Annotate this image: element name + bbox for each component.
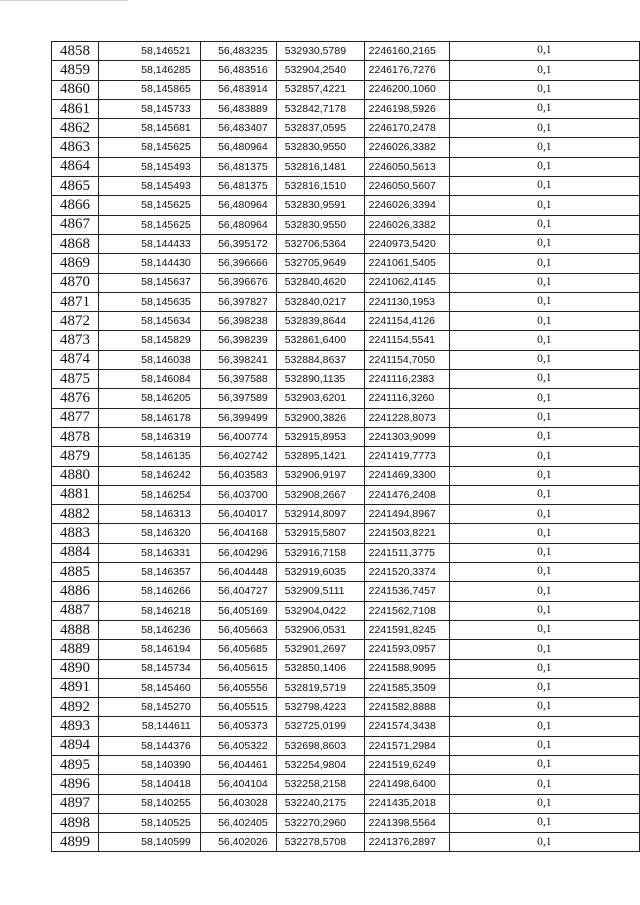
- latitude-cell: 58,146320: [98, 524, 200, 543]
- latitude-cell: 58,145493: [98, 157, 200, 176]
- latitude-cell: 58,140599: [98, 833, 200, 852]
- error-value-cell: 0,1: [449, 813, 639, 832]
- y-coordinate-cell: 2241571,2984: [364, 736, 449, 755]
- y-coordinate-cell: 2241562,7108: [364, 601, 449, 620]
- table-row: [52, 563, 640, 582]
- point-number-cell: 4859: [52, 61, 99, 80]
- latitude-cell: 58,146194: [98, 640, 200, 659]
- longitude-cell: 56,483235: [200, 42, 276, 61]
- error-value-cell: 0,1: [449, 601, 639, 620]
- table-row: [52, 254, 640, 273]
- point-number-cell: 4897: [52, 794, 99, 813]
- table-row: [52, 659, 640, 678]
- latitude-cell: 58,144611: [98, 717, 200, 736]
- point-number-cell: 4881: [52, 485, 99, 504]
- y-coordinate-cell: 2241154,4126: [364, 312, 449, 331]
- point-number-cell: 4894: [52, 736, 99, 755]
- latitude-cell: 58,145270: [98, 698, 200, 717]
- longitude-cell: 56,404168: [200, 524, 276, 543]
- table-row: [52, 273, 640, 292]
- point-number-cell: 4871: [52, 292, 99, 311]
- error-value-cell: 0,1: [449, 61, 639, 80]
- latitude-cell: 58,140255: [98, 794, 200, 813]
- table-row: [52, 736, 640, 755]
- x-coordinate-cell: 532254,9804: [276, 755, 364, 774]
- x-coordinate-cell: 532816,1510: [276, 177, 364, 196]
- point-number-cell: 4877: [52, 408, 99, 427]
- x-coordinate-cell: 532908,2667: [276, 485, 364, 504]
- x-coordinate-cell: 532904,2540: [276, 61, 364, 80]
- table-row: [52, 234, 640, 253]
- y-coordinate-cell: 2246050,5613: [364, 157, 449, 176]
- point-number-cell: 4876: [52, 389, 99, 408]
- error-value-cell: 0,1: [449, 505, 639, 524]
- error-value-cell: 0,1: [449, 99, 639, 118]
- error-value-cell: 0,1: [449, 389, 639, 408]
- x-coordinate-cell: 532909,5111: [276, 582, 364, 601]
- longitude-cell: 56,405373: [200, 717, 276, 736]
- longitude-cell: 56,481375: [200, 177, 276, 196]
- x-coordinate-cell: 532901,2697: [276, 640, 364, 659]
- table-row: [52, 42, 640, 61]
- longitude-cell: 56,480964: [200, 138, 276, 157]
- coordinates-table-body: [52, 42, 640, 852]
- x-coordinate-cell: 532903,6201: [276, 389, 364, 408]
- error-value-cell: 0,1: [449, 794, 639, 813]
- y-coordinate-cell: 2246198,5926: [364, 99, 449, 118]
- x-coordinate-cell: 532819,5719: [276, 678, 364, 697]
- table-row: [52, 794, 640, 813]
- y-coordinate-cell: 2246200,1060: [364, 80, 449, 99]
- latitude-cell: 58,144433: [98, 234, 200, 253]
- table-row: [52, 678, 640, 697]
- longitude-cell: 56,395172: [200, 234, 276, 253]
- y-coordinate-cell: 2241511,3775: [364, 543, 449, 562]
- x-coordinate-cell: 532278,5708: [276, 833, 364, 852]
- point-number-cell: 4899: [52, 833, 99, 852]
- latitude-cell: 58,145681: [98, 119, 200, 138]
- table-row: [52, 157, 640, 176]
- table-row: [52, 61, 640, 80]
- point-number-cell: 4884: [52, 543, 99, 562]
- y-coordinate-cell: 2246050,5607: [364, 177, 449, 196]
- table-row: [52, 466, 640, 485]
- x-coordinate-cell: 532884,8637: [276, 350, 364, 369]
- y-coordinate-cell: 2246026,3382: [364, 138, 449, 157]
- table-row: [52, 408, 640, 427]
- y-coordinate-cell: 2241116,3260: [364, 389, 449, 408]
- error-value-cell: 0,1: [449, 254, 639, 273]
- error-value-cell: 0,1: [449, 350, 639, 369]
- latitude-cell: 58,145493: [98, 177, 200, 196]
- longitude-cell: 56,405515: [200, 698, 276, 717]
- x-coordinate-cell: 532698,8603: [276, 736, 364, 755]
- latitude-cell: 58,146285: [98, 61, 200, 80]
- latitude-cell: 58,145637: [98, 273, 200, 292]
- y-coordinate-cell: 2241061,5405: [364, 254, 449, 273]
- y-coordinate-cell: 2241376,2897: [364, 833, 449, 852]
- error-value-cell: 0,1: [449, 485, 639, 504]
- longitude-cell: 56,483516: [200, 61, 276, 80]
- error-value-cell: 0,1: [449, 698, 639, 717]
- x-coordinate-cell: 532705,9649: [276, 254, 364, 273]
- y-coordinate-cell: 2246160,2165: [364, 42, 449, 61]
- error-value-cell: 0,1: [449, 833, 639, 852]
- longitude-cell: 56,480964: [200, 196, 276, 215]
- error-value-cell: 0,1: [449, 736, 639, 755]
- point-number-cell: 4883: [52, 524, 99, 543]
- longitude-cell: 56,481375: [200, 157, 276, 176]
- latitude-cell: 58,146254: [98, 485, 200, 504]
- error-value-cell: 0,1: [449, 775, 639, 794]
- latitude-cell: 58,145634: [98, 312, 200, 331]
- point-number-cell: 4870: [52, 273, 99, 292]
- x-coordinate-cell: 532850,1406: [276, 659, 364, 678]
- y-coordinate-cell: 2241419,7773: [364, 447, 449, 466]
- point-number-cell: 4898: [52, 813, 99, 832]
- latitude-cell: 58,146218: [98, 601, 200, 620]
- y-coordinate-cell: 2241582,8888: [364, 698, 449, 717]
- longitude-cell: 56,400774: [200, 427, 276, 446]
- x-coordinate-cell: 532830,9591: [276, 196, 364, 215]
- x-coordinate-cell: 532798,4223: [276, 698, 364, 717]
- error-value-cell: 0,1: [449, 466, 639, 485]
- longitude-cell: 56,403700: [200, 485, 276, 504]
- error-value-cell: 0,1: [449, 659, 639, 678]
- longitude-cell: 56,405322: [200, 736, 276, 755]
- error-value-cell: 0,1: [449, 273, 639, 292]
- latitude-cell: 58,146038: [98, 350, 200, 369]
- x-coordinate-cell: 532725,0199: [276, 717, 364, 736]
- table-row: [52, 582, 640, 601]
- error-value-cell: 0,1: [449, 582, 639, 601]
- longitude-cell: 56,404448: [200, 563, 276, 582]
- error-value-cell: 0,1: [449, 408, 639, 427]
- latitude-cell: 58,146135: [98, 447, 200, 466]
- latitude-cell: 58,140525: [98, 813, 200, 832]
- error-value-cell: 0,1: [449, 42, 639, 61]
- latitude-cell: 58,140418: [98, 775, 200, 794]
- longitude-cell: 56,404727: [200, 582, 276, 601]
- table-row: [52, 505, 640, 524]
- table-row: [52, 620, 640, 639]
- x-coordinate-cell: 532915,8953: [276, 427, 364, 446]
- longitude-cell: 56,398238: [200, 312, 276, 331]
- y-coordinate-cell: 2241574,3438: [364, 717, 449, 736]
- coordinates-table: [51, 41, 640, 852]
- table-row: [52, 640, 640, 659]
- error-value-cell: 0,1: [449, 543, 639, 562]
- point-number-cell: 4889: [52, 640, 99, 659]
- table-row: [52, 350, 640, 369]
- table-row: [52, 717, 640, 736]
- error-value-cell: 0,1: [449, 138, 639, 157]
- longitude-cell: 56,405556: [200, 678, 276, 697]
- latitude-cell: 58,146319: [98, 427, 200, 446]
- longitude-cell: 56,403028: [200, 794, 276, 813]
- table-row: [52, 99, 640, 118]
- y-coordinate-cell: 2241494,8967: [364, 505, 449, 524]
- x-coordinate-cell: 532816,1481: [276, 157, 364, 176]
- error-value-cell: 0,1: [449, 157, 639, 176]
- longitude-cell: 56,402026: [200, 833, 276, 852]
- longitude-cell: 56,404104: [200, 775, 276, 794]
- point-number-cell: 4896: [52, 775, 99, 794]
- table-row: [52, 775, 640, 794]
- y-coordinate-cell: 2241154,5541: [364, 331, 449, 350]
- y-coordinate-cell: 2241536,7457: [364, 582, 449, 601]
- x-coordinate-cell: 532895,1421: [276, 447, 364, 466]
- point-number-cell: 4878: [52, 427, 99, 446]
- latitude-cell: 58,145865: [98, 80, 200, 99]
- x-coordinate-cell: 532830,9550: [276, 215, 364, 234]
- point-number-cell: 4882: [52, 505, 99, 524]
- latitude-cell: 58,146331: [98, 543, 200, 562]
- x-coordinate-cell: 532840,4620: [276, 273, 364, 292]
- latitude-cell: 58,146205: [98, 389, 200, 408]
- x-coordinate-cell: 532914,8097: [276, 505, 364, 524]
- table-row: [52, 292, 640, 311]
- table-row: [52, 215, 640, 234]
- error-value-cell: 0,1: [449, 215, 639, 234]
- error-value-cell: 0,1: [449, 312, 639, 331]
- point-number-cell: 4885: [52, 563, 99, 582]
- table-row: [52, 312, 640, 331]
- table-row: [52, 119, 640, 138]
- x-coordinate-cell: 532915,5807: [276, 524, 364, 543]
- latitude-cell: 58,146521: [98, 42, 200, 61]
- point-number-cell: 4860: [52, 80, 99, 99]
- table-row: [52, 331, 640, 350]
- y-coordinate-cell: 2241588,9095: [364, 659, 449, 678]
- longitude-cell: 56,396666: [200, 254, 276, 273]
- page-top-rule: [0, 0, 128, 1]
- error-value-cell: 0,1: [449, 717, 639, 736]
- latitude-cell: 58,145625: [98, 215, 200, 234]
- y-coordinate-cell: 2241435,2018: [364, 794, 449, 813]
- point-number-cell: 4887: [52, 601, 99, 620]
- y-coordinate-cell: 2241154,7050: [364, 350, 449, 369]
- error-value-cell: 0,1: [449, 427, 639, 446]
- longitude-cell: 56,404017: [200, 505, 276, 524]
- x-coordinate-cell: 532840,0217: [276, 292, 364, 311]
- table-row: [52, 601, 640, 620]
- point-number-cell: 4858: [52, 42, 99, 61]
- y-coordinate-cell: 2241398,5564: [364, 813, 449, 832]
- longitude-cell: 56,405615: [200, 659, 276, 678]
- latitude-cell: 58,145635: [98, 292, 200, 311]
- y-coordinate-cell: 2241476,2408: [364, 485, 449, 504]
- y-coordinate-cell: 2246170,2478: [364, 119, 449, 138]
- latitude-cell: 58,146178: [98, 408, 200, 427]
- y-coordinate-cell: 2246026,3382: [364, 215, 449, 234]
- longitude-cell: 56,405685: [200, 640, 276, 659]
- latitude-cell: 58,145625: [98, 196, 200, 215]
- error-value-cell: 0,1: [449, 234, 639, 253]
- x-coordinate-cell: 532837,0595: [276, 119, 364, 138]
- latitude-cell: 58,145460: [98, 678, 200, 697]
- error-value-cell: 0,1: [449, 563, 639, 582]
- x-coordinate-cell: 532842,7178: [276, 99, 364, 118]
- error-value-cell: 0,1: [449, 119, 639, 138]
- error-value-cell: 0,1: [449, 678, 639, 697]
- latitude-cell: 58,146266: [98, 582, 200, 601]
- latitude-cell: 58,146357: [98, 563, 200, 582]
- x-coordinate-cell: 532890,1135: [276, 370, 364, 389]
- point-number-cell: 4880: [52, 466, 99, 485]
- longitude-cell: 56,483914: [200, 80, 276, 99]
- x-coordinate-cell: 532904,0422: [276, 601, 364, 620]
- table-row: [52, 543, 640, 562]
- latitude-cell: 58,145625: [98, 138, 200, 157]
- table-row: [52, 485, 640, 504]
- y-coordinate-cell: 2241591,8245: [364, 620, 449, 639]
- point-number-cell: 4863: [52, 138, 99, 157]
- longitude-cell: 56,404461: [200, 755, 276, 774]
- x-coordinate-cell: 532861,6400: [276, 331, 364, 350]
- y-coordinate-cell: 2241519,6249: [364, 755, 449, 774]
- point-number-cell: 4868: [52, 234, 99, 253]
- y-coordinate-cell: 2240973,5420: [364, 234, 449, 253]
- table-row: [52, 196, 640, 215]
- latitude-cell: 58,146084: [98, 370, 200, 389]
- longitude-cell: 56,480964: [200, 215, 276, 234]
- error-value-cell: 0,1: [449, 80, 639, 99]
- longitude-cell: 56,404296: [200, 543, 276, 562]
- point-number-cell: 4891: [52, 678, 99, 697]
- y-coordinate-cell: 2241228,8073: [364, 408, 449, 427]
- error-value-cell: 0,1: [449, 524, 639, 543]
- error-value-cell: 0,1: [449, 370, 639, 389]
- table-row: [52, 80, 640, 99]
- x-coordinate-cell: 532900,3826: [276, 408, 364, 427]
- latitude-cell: 58,146313: [98, 505, 200, 524]
- y-coordinate-cell: 2241062,4145: [364, 273, 449, 292]
- y-coordinate-cell: 2241520,3374: [364, 563, 449, 582]
- longitude-cell: 56,397589: [200, 389, 276, 408]
- longitude-cell: 56,398239: [200, 331, 276, 350]
- longitude-cell: 56,405663: [200, 620, 276, 639]
- point-number-cell: 4874: [52, 350, 99, 369]
- point-number-cell: 4892: [52, 698, 99, 717]
- longitude-cell: 56,403583: [200, 466, 276, 485]
- error-value-cell: 0,1: [449, 620, 639, 639]
- latitude-cell: 58,144376: [98, 736, 200, 755]
- point-number-cell: 4893: [52, 717, 99, 736]
- y-coordinate-cell: 2241503,8221: [364, 524, 449, 543]
- error-value-cell: 0,1: [449, 447, 639, 466]
- longitude-cell: 56,402742: [200, 447, 276, 466]
- point-number-cell: 4886: [52, 582, 99, 601]
- point-number-cell: 4875: [52, 370, 99, 389]
- error-value-cell: 0,1: [449, 755, 639, 774]
- x-coordinate-cell: 532258,2158: [276, 775, 364, 794]
- x-coordinate-cell: 532706,5364: [276, 234, 364, 253]
- table-row: [52, 427, 640, 446]
- error-value-cell: 0,1: [449, 640, 639, 659]
- latitude-cell: 58,144430: [98, 254, 200, 273]
- longitude-cell: 56,483889: [200, 99, 276, 118]
- y-coordinate-cell: 2241585,3509: [364, 678, 449, 697]
- x-coordinate-cell: 532916,7158: [276, 543, 364, 562]
- table-row: [52, 833, 640, 852]
- latitude-cell: 58,146242: [98, 466, 200, 485]
- longitude-cell: 56,405169: [200, 601, 276, 620]
- table-row: [52, 389, 640, 408]
- x-coordinate-cell: 532857,4221: [276, 80, 364, 99]
- point-number-cell: 4879: [52, 447, 99, 466]
- table-row: [52, 177, 640, 196]
- error-value-cell: 0,1: [449, 292, 639, 311]
- table-row: [52, 370, 640, 389]
- error-value-cell: 0,1: [449, 177, 639, 196]
- table-row: [52, 447, 640, 466]
- point-number-cell: 4873: [52, 331, 99, 350]
- longitude-cell: 56,402405: [200, 813, 276, 832]
- point-number-cell: 4866: [52, 196, 99, 215]
- x-coordinate-cell: 532839,8644: [276, 312, 364, 331]
- x-coordinate-cell: 532830,9550: [276, 138, 364, 157]
- latitude-cell: 58,145733: [98, 99, 200, 118]
- y-coordinate-cell: 2241116,2383: [364, 370, 449, 389]
- y-coordinate-cell: 2241498,6400: [364, 775, 449, 794]
- y-coordinate-cell: 2241469,3300: [364, 466, 449, 485]
- y-coordinate-cell: 2241593,0957: [364, 640, 449, 659]
- latitude-cell: 58,146236: [98, 620, 200, 639]
- point-number-cell: 4862: [52, 119, 99, 138]
- table-row: [52, 813, 640, 832]
- longitude-cell: 56,483407: [200, 119, 276, 138]
- y-coordinate-cell: 2246026,3394: [364, 196, 449, 215]
- latitude-cell: 58,145829: [98, 331, 200, 350]
- x-coordinate-cell: 532930,5789: [276, 42, 364, 61]
- longitude-cell: 56,399499: [200, 408, 276, 427]
- table-row: [52, 138, 640, 157]
- error-value-cell: 0,1: [449, 196, 639, 215]
- y-coordinate-cell: 2241130,1953: [364, 292, 449, 311]
- latitude-cell: 58,140390: [98, 755, 200, 774]
- point-number-cell: 4890: [52, 659, 99, 678]
- error-value-cell: 0,1: [449, 331, 639, 350]
- longitude-cell: 56,396676: [200, 273, 276, 292]
- y-coordinate-cell: 2241303,9099: [364, 427, 449, 446]
- x-coordinate-cell: 532270,2960: [276, 813, 364, 832]
- x-coordinate-cell: 532240,2175: [276, 794, 364, 813]
- point-number-cell: 4867: [52, 215, 99, 234]
- x-coordinate-cell: 532906,9197: [276, 466, 364, 485]
- point-number-cell: 4888: [52, 620, 99, 639]
- point-number-cell: 4861: [52, 99, 99, 118]
- point-number-cell: 4869: [52, 254, 99, 273]
- longitude-cell: 56,397588: [200, 370, 276, 389]
- y-coordinate-cell: 2246176,7276: [364, 61, 449, 80]
- latitude-cell: 58,145734: [98, 659, 200, 678]
- longitude-cell: 56,398241: [200, 350, 276, 369]
- point-number-cell: 4864: [52, 157, 99, 176]
- x-coordinate-cell: 532919,6035: [276, 563, 364, 582]
- point-number-cell: 4865: [52, 177, 99, 196]
- longitude-cell: 56,397827: [200, 292, 276, 311]
- table-row: [52, 524, 640, 543]
- table-row: [52, 755, 640, 774]
- table-row: [52, 698, 640, 717]
- point-number-cell: 4872: [52, 312, 99, 331]
- point-number-cell: 4895: [52, 755, 99, 774]
- x-coordinate-cell: 532906,0531: [276, 620, 364, 639]
